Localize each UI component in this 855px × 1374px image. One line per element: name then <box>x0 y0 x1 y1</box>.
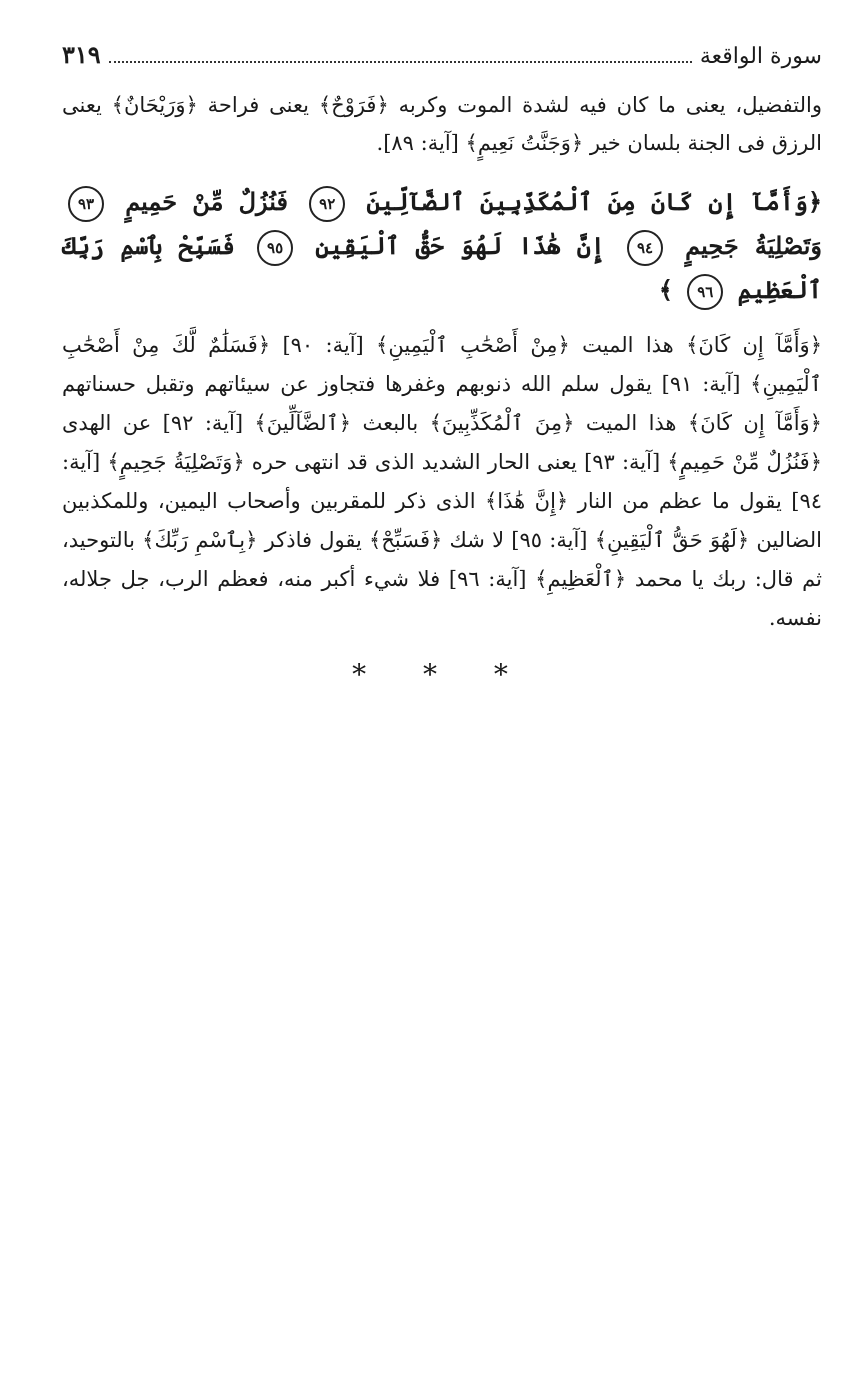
surah-title: سورة الواقعة <box>699 44 822 69</box>
commentary-paragraph-2: ﴿وَأَمَّآ إِن كَانَ﴾ هذا الميت ﴿مِنْ أَصْحَٰبِ ٱلْيَمِينِ﴾ [آية: ٩٠] ﴿فَسَلَٰمٌ لَّكَ مِنْ أَصْحَٰبِ ٱلْيَمِينِ﴾ [آية: ٩١] يقول سلم الله ذنوبهم وغفرها فتجاوز عن سيئاتهم وتقبل حسناتهم ﴿وَأَمَّآ إِن كَانَ﴾ هذا الميت ﴿مِنَ ٱلْمُكَذِّبِينَ﴾ بالبعث ﴿ٱلضَّآلِّينَ﴾ [آية: ٩٢] عن الهدى ﴿فَنُزُلٌ مِّنْ حَمِيمٍ﴾ [آية: ٩٣] يعنى الحار الشديد الذى قد انتهى حره ﴿وَتَصْلِيَةُ جَحِيمٍ﴾ [آية: ٩٤] يقول ما عظم من النار ﴿إِنَّ هَٰذَا﴾ الذى ذكر للمقربين وأصحاب اليمين، وللمكذبين الضالين ﴿لَهُوَ حَقُّ ٱلْيَقِينِ﴾ [آية: ٩٥] لا شك ﴿فَسَبِّحْ﴾ يقول فاذكر ﴿بِٱسْمِ رَبِّكَ﴾ بالتوحيد، ثم قال: ربك يا محمد ﴿ٱلْعَظِيمِ﴾ [آية: ٩٦] فلا شيء أكبر منه، فعظم الرب، جل جلاله، نفسه. <box>62 333 823 630</box>
header-dot-leader <box>109 60 692 63</box>
page-header <box>62 40 822 80</box>
verse-closing-bracket: ﴾ <box>658 275 673 304</box>
verse-marker-95: ٩٥ <box>257 230 293 266</box>
verse-95: إِنَّ هَٰذَا لَهُوَ حَقُّ ٱلْيَقِينِ <box>315 231 605 260</box>
verse-marker-93: ٩٣ <box>68 186 104 222</box>
section-separator: * * * <box>352 658 532 691</box>
verse-92: ﴿وَأَمَّآ إِن كَانَ مِنَ ٱلْمُكَذِّبِينَ ٱلضَّآلِّينَ <box>366 187 823 216</box>
verse-marker-94: ٩٤ <box>627 230 663 266</box>
commentary-paragraph-1: والتفضيل، يعنى ما كان فيه لشدة الموت وكربه ﴿فَرَوْحٌ﴾ يعنى فراحة ﴿وَرَيْحَانٌ﴾ يعنى الرزق فى الجنة بلسان خير ﴿وَجَنَّتُ نَعِيمٍ﴾ [آية: ٨٩]. <box>62 93 822 155</box>
verse-94: وَتَصْلِيَةُ جَحِيمٍ <box>685 231 823 260</box>
book-page <box>62 40 822 691</box>
verse-93: فَنُزُلٌ مِّنْ حَمِيمٍ <box>125 187 289 216</box>
quran-verses-block <box>62 180 822 312</box>
verse-marker-96: ٩٦ <box>687 274 723 310</box>
verse-marker-92: ٩٢ <box>309 186 345 222</box>
page-number: ٣١٩ <box>62 40 101 69</box>
verse-96: فَسَبِّحْ بِٱسْمِ رَبِّكَ ٱلْعَظِيمِ <box>62 231 822 304</box>
